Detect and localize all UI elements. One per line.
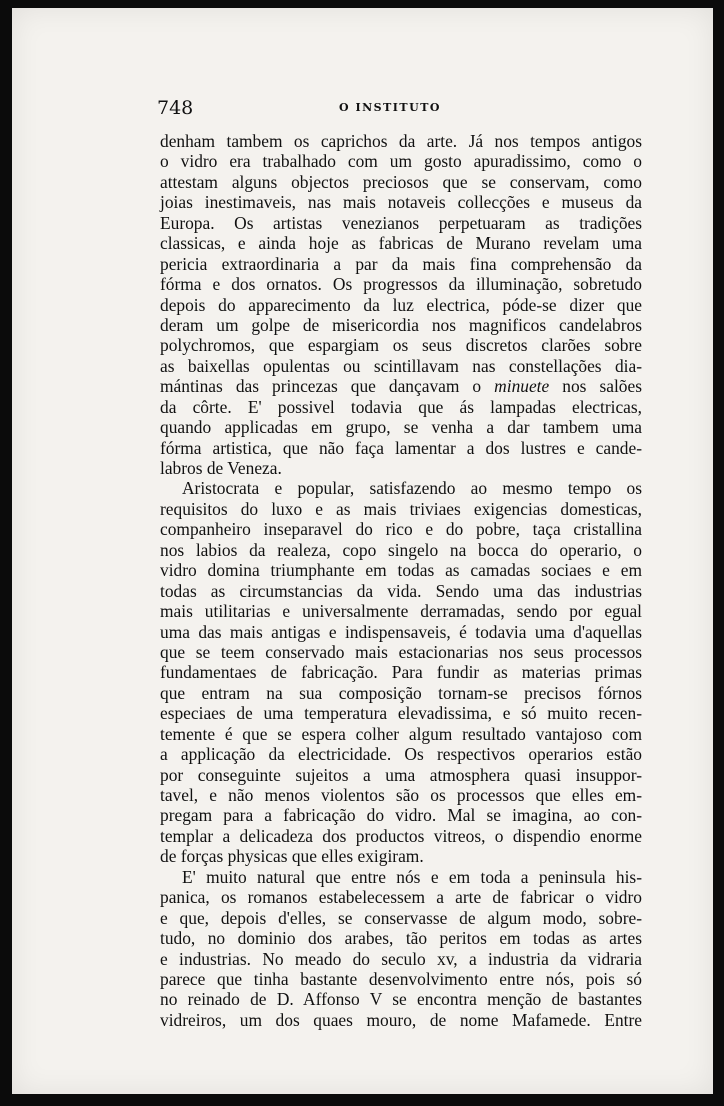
running-title: O INSTITUTO bbox=[339, 101, 441, 114]
text-line: nos labios da realeza, copo singelo na bocca do operario, o bbox=[160, 539, 642, 560]
text-line: fundamentaes de fabricação. Para fundir as materias primas bbox=[160, 662, 642, 683]
body-text bbox=[160, 131, 642, 1030]
italic-word: minuete bbox=[494, 376, 550, 397]
text-line: E' muito natural que entre nós e em toda a peninsula his- bbox=[182, 866, 642, 887]
page-header bbox=[157, 97, 623, 123]
text-line: quando applicadas em grupo, se venha a dar tambem uma bbox=[160, 417, 642, 438]
text-line: companheiro inseparavel do rico e do pobre, taça cristallina bbox=[160, 519, 642, 540]
text-line: panica, os romanos estabelecessem a arte de fabricar o vidro bbox=[160, 887, 642, 908]
text-line: polychromos, que espargiam os seus discretos clarões sobre bbox=[160, 335, 642, 356]
text-line: Aristocrata e popular, satisfazendo ao mesmo tempo os bbox=[182, 478, 642, 499]
text-line: da côrte. E' possivel todavia que ás lampadas electricas, bbox=[160, 396, 642, 417]
text-line: parece que tinha bastante desenvolvimento entre nós, pois só bbox=[160, 968, 642, 989]
text-line: Europa. Os artistas venezianos perpetuaram as tradições bbox=[160, 212, 642, 233]
text-line: tudo, no dominio dos arabes, tão peritos em todas as artes bbox=[160, 928, 642, 949]
text-line: attestam alguns objectos preciosos que se conservam, como bbox=[160, 171, 642, 192]
text-line: classicas, e ainda hoje as fabricas de Murano revelam uma bbox=[160, 233, 642, 254]
text-line: depois do apparecimento da luz electrica, póde-se dizer que bbox=[160, 294, 642, 315]
text-line: vidro domina triumphante em todas as camadas sociaes e em bbox=[160, 560, 642, 581]
text-line: fórma artistica, que não faça lamentar a dos lustres e cande- bbox=[160, 437, 642, 458]
text-line: no reinado de D. Affonso V se encontra menção de bastantes bbox=[160, 989, 642, 1010]
text-line: a applicação da electricidade. Os respectivos operarios estão bbox=[160, 744, 642, 765]
text-line bbox=[160, 376, 642, 396]
text-line: pericia extraordinaria a par da mais fina comprehensão da bbox=[160, 253, 642, 274]
text-line: pregam para a fabricação do vidro. Mal se imagina, ao con- bbox=[160, 805, 642, 826]
text-line: denham tambem os caprichos da arte. Já nos tempos antigos bbox=[160, 131, 642, 151]
text-segment: nos salões bbox=[562, 376, 642, 397]
text-line: as baixellas opulentas ou scintillavam nas constellações dia- bbox=[160, 355, 642, 376]
text-line: requisitos do luxo e as mais triviaes exigencias domesticas, bbox=[160, 498, 642, 519]
text-line: especiaes de uma temperatura elevadissima, e só muito recen- bbox=[160, 703, 642, 724]
text-line: joias inestimaveis, nas mais notaveis collecções e museus da bbox=[160, 192, 642, 213]
text-line: por conseguinte sujeitos a uma atmosphera quasi insuppor- bbox=[160, 764, 642, 785]
text-line: e que, depois d'elles, se conservasse de algum modo, sobre- bbox=[160, 907, 642, 928]
text-line: uma das mais antigas e indispensaveis, é todavia uma d'aquellas bbox=[160, 621, 642, 642]
text-line: que se teem conservado mais estacionarias nos seus processos bbox=[160, 641, 642, 662]
text-line: de forças physicas que elles exigiram. bbox=[160, 846, 424, 867]
text-line: temente é que se espera colher algum resultado vantajoso com bbox=[160, 723, 642, 744]
text-line: mais utilitarias e universalmente derramadas, sendo por egual bbox=[160, 601, 642, 622]
text-line: templar a delicadeza dos productos vitreos, o dispendio enorme bbox=[160, 825, 642, 846]
text-line: o vidro era trabalhado com um gosto apuradissimo, como o bbox=[160, 151, 642, 172]
text-line: tavel, e não menos violentos são os processos que elles em- bbox=[160, 785, 642, 805]
text-segment: mántinas das princezas que dançavam o bbox=[160, 376, 482, 397]
text-line: labros de Veneza. bbox=[160, 458, 282, 478]
page-number: 748 bbox=[157, 97, 194, 119]
text-line: vidreiros, um dos quaes mouro, de nome Mafamede. Entre bbox=[160, 1009, 642, 1030]
text-line: que entram na sua composição tornam-se precisos fórnos bbox=[160, 682, 642, 703]
text-line: todas as circumstancias da vida. Sendo uma das industrias bbox=[160, 580, 642, 601]
text-line: e industrias. No meado do seculo xv, a industria da vidraria bbox=[160, 948, 642, 969]
text-line: deram um golpe de misericordia nos magnificos candelabros bbox=[160, 314, 642, 335]
text-line: fórma e dos ornatos. Os progressos da illuminação, sobretudo bbox=[160, 274, 642, 295]
